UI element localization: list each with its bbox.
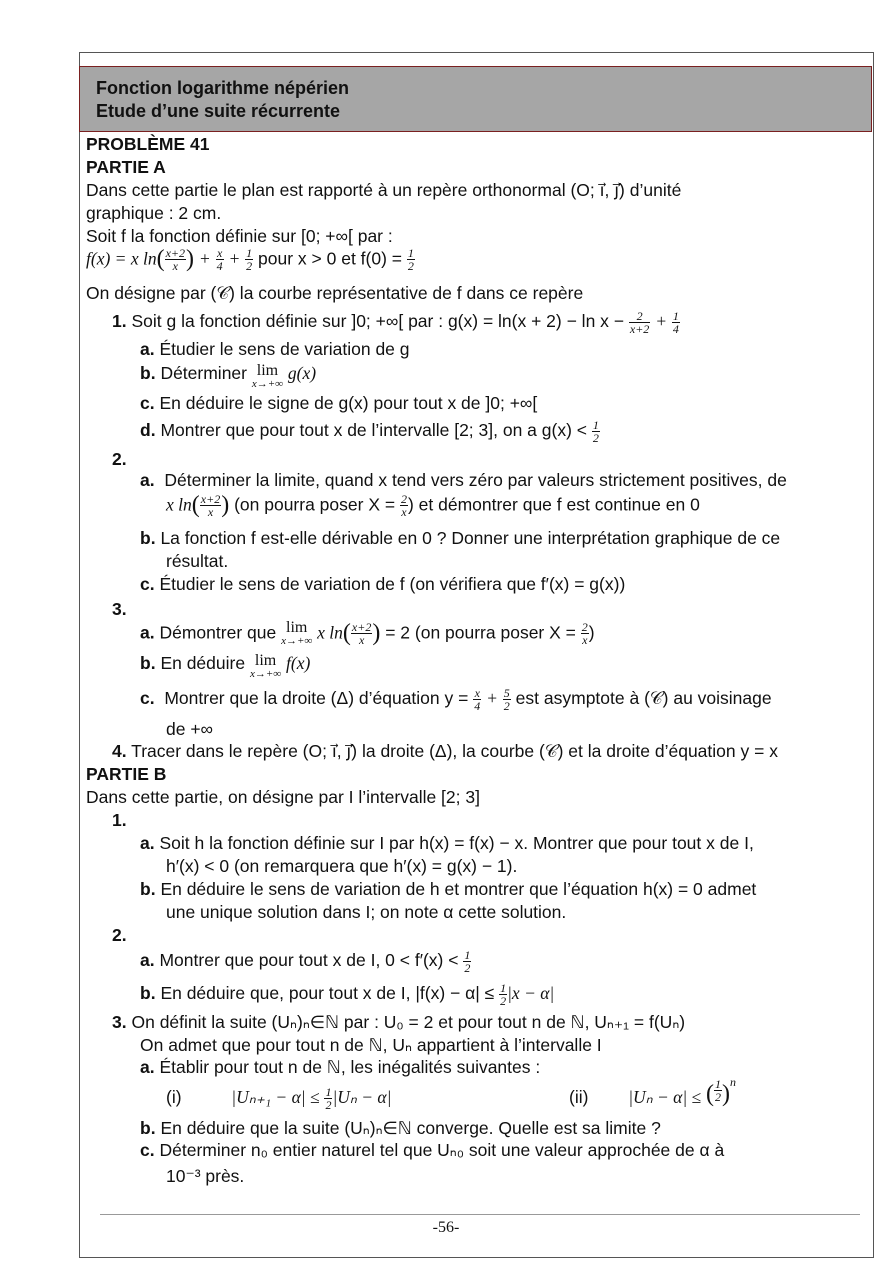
b-question-2: 2.: [112, 925, 127, 945]
courbe-def: On désigne par (𝒞) la courbe représentative de f dans ce repère: [86, 283, 584, 303]
b-question-2a: a. Montrer que pour tout x de I, 0 < f′(x) < $\frac{1}{2}$: [140, 948, 471, 975]
question-1d: d. Montrer que pour tout x de l’intervalle [2; 3], on a g(x) < $\frac{1}{2}$: [140, 418, 599, 445]
b-question-3a: a. Établir pour tout n de ℕ, les inégalités suivantes :: [140, 1057, 541, 1077]
inequality-i: (i) |Uₙ₊₁ − α| ≤ $\frac{1}{2}$ |Uₙ − α|: [166, 1085, 392, 1112]
chapter-header: [79, 66, 872, 132]
inequality-ii: (ii) |Uₙ − α| ≤ ( $\frac{1}{2}$ )$^n$: [569, 1075, 737, 1107]
b-question-3: 3. On définit la suite (Uₙ)ₙ∈ℕ par : U₀ = 2 et pour tout n de ℕ, Uₙ₊₁ = f(Uₙ): [112, 1012, 686, 1032]
part-b-title: PARTIE B: [86, 764, 167, 784]
b-question-3c-cont: 10⁻³ près.: [166, 1166, 245, 1186]
f-expression: f(x) = x ln( $\frac{x+2}{x}$ ) + $\frac{x}{4}$ + $\frac{1}{2}$ pour x > 0 et f(0) = $\frac{1}{2}$: [86, 246, 414, 274]
b-question-1: 1.: [112, 810, 127, 830]
header-subtitle: Etude d’une suite récurrente: [96, 101, 341, 121]
question-3: 3.: [112, 599, 127, 619]
part-a-intro-2: graphique : 2 cm.: [86, 203, 222, 223]
b-question-1a: a. Soit h la fonction définie sur I par h(x) = f(x) − x. Montrer que pour tout x de I,: [140, 833, 754, 853]
question-2c: c. Étudier le sens de variation de f (on vérifiera que f′(x) = g(x)): [140, 574, 626, 594]
footer-divider: [100, 1214, 860, 1215]
question-1c: c. En déduire le signe de g(x) pour tout x de ]0; +∞[: [140, 393, 538, 413]
def-f: Soit f la fonction définie sur [0; +∞[ par :: [86, 226, 393, 246]
question-1a: a. Étudier le sens de variation de g: [140, 339, 410, 359]
b-question-3b: b. En déduire que la suite (Uₙ)ₙ∈ℕ converge. Quelle est sa limite ?: [140, 1118, 661, 1138]
question-1: 1. Soit g la fonction définie sur ]0; +∞[ par : g(x) = ln(x + 2) − ln x − $\frac{2}{x+2}$ + $\frac{1}{4}$: [112, 309, 679, 336]
b-question-1b-cont: une unique solution dans I; on note α cette solution.: [166, 902, 567, 922]
page-number: -56-: [432, 1219, 460, 1236]
question-3a: a. Démontrer que lim x→+∞ x ln( $\frac{x+2}{x}$ ) = 2 (on pourra poser X = $\frac{2}{x}$ ): [140, 619, 595, 648]
header-title: Fonction logarithme népérien: [96, 78, 350, 98]
part-a-title: PARTIE A: [86, 157, 166, 177]
b-question-3-cont: On admet que pour tout n de ℕ, Uₙ appartient à l’intervalle I: [140, 1035, 602, 1055]
problem-title: PROBLÈME 41: [86, 134, 210, 154]
question-2: 2.: [112, 449, 127, 469]
question-2b: b. La fonction f est-elle dérivable en 0 ? Donner une interprétation graphique de ce: [140, 528, 781, 548]
question-4: 4. Tracer dans le repère (O; i⃗, j⃗) la droite (Δ), la courbe (𝒞) et la droite d’équation y = x: [112, 741, 778, 761]
question-1b: b. Déterminer lim x→+∞ g(x): [140, 362, 317, 390]
question-3b: b. En déduire lim x→+∞ f(x): [140, 652, 311, 680]
part-b-intro: Dans cette partie, on désigne par I l’intervalle [2; 3]: [86, 787, 480, 807]
question-3c: c. Montrer que la droite (Δ) d’équation y = $\frac{x}{4}$ + $\frac{5}{2}$ est asymptote à (𝒞) au voisinage: [140, 686, 772, 713]
b-question-1a-cont: h′(x) < 0 (on remarquera que h′(x) = g(x) − 1).: [166, 856, 518, 876]
b-question-2b: b. En déduire que, pour tout x de I, |f(x) − α| ≤ $\frac{1}{2}$ |x − α|: [140, 981, 555, 1008]
part-a-intro: Dans cette partie le plan est rapporté à un repère orthonormal (O; i⃗, j⃗) d’unité: [86, 180, 682, 200]
question-2b-cont: résultat.: [166, 551, 229, 571]
question-3c-cont: de +∞: [166, 719, 214, 739]
b-question-3c: c. Déterminer n₀ entier naturel tel que Uₙ₀ soit une valeur approchée de α à: [140, 1140, 725, 1160]
b-question-1b: b. En déduire le sens de variation de h et montrer que l’équation h(x) = 0 admet: [140, 879, 757, 899]
question-2a-cont: x ln( $\frac{x+2}{x}$ ) (on pourra poser X = $\frac{2}{x}$ ) et démontrer que f est continue en 0: [166, 492, 700, 520]
question-2a: a. Déterminer la limite, quand x tend vers zéro par valeurs strictement positives, de: [140, 470, 787, 490]
